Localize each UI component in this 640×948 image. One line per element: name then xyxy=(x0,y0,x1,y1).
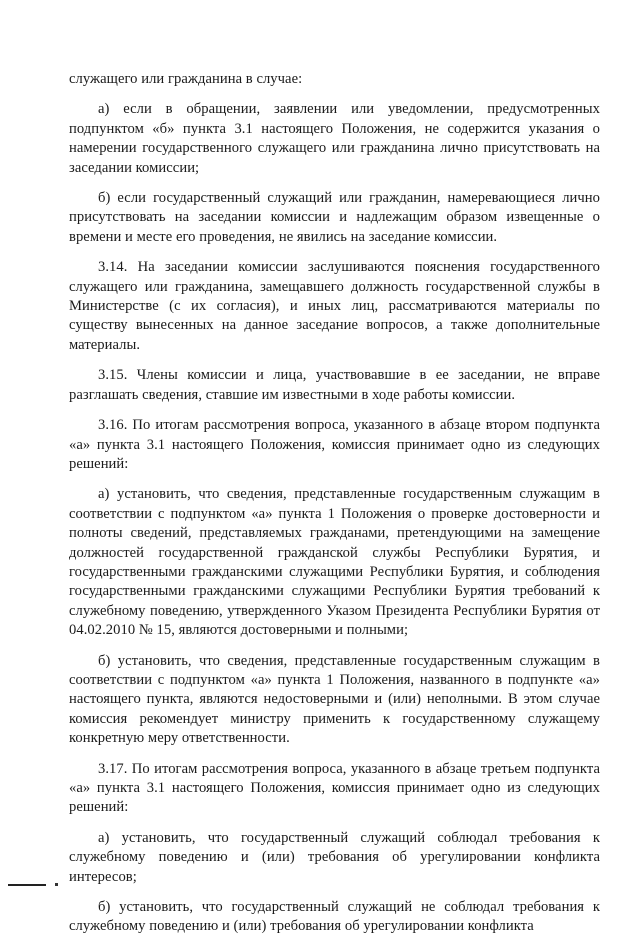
paragraph-3-13-a: а) если в обращении, заявлении или уведомлении, предусмотренных подпунктом «б» пункта 3.1 настоящего Положения, не содержится указания о намерении государственного служащего или гражданина лично присутствовать на заседании комиссии; xyxy=(69,101,600,176)
paragraph-3-16: 3.16. По итогам рассмотрения вопроса, указанного в абзаце втором подпункта «а» пункта 3.1 настоящего Положения, комиссия принимает одно из следующих решений: xyxy=(69,417,600,472)
paragraph-3-13-b: б) если государственный служащий или гражданин, намеревающиеся лично присутствовать на заседании комиссии и надлежащим образом извещенные о времени и месте его проведения, не явились на заседание комиссии. xyxy=(69,190,600,245)
paragraph-3-15: 3.15. Члены комиссии и лица, участвовавшие в ее заседании, не вправе разглашать сведения, ставшие им известными в ходе работы комиссии. xyxy=(69,367,600,403)
paragraph-3-16-b: б) установить, что сведения, представленные государственным служащим в соответствии с подпунктом «а» пункта 1 Положения, названного в подпункте «а» настоящего пункта, являются недостоверными и (или) неполными. В этом случае комиссия рекомендует министру применить к государственному служащему конкретную меру ответственности. xyxy=(69,652,600,747)
paragraph-3-14: 3.14. На заседании комиссии заслушиваются пояснения государственного служащего или гражданина, замещавшего должность государственной службы в Министерстве (с их согласия), и иных лиц, рассматриваются материалы по существу вынесенных на данное заседание вопросов, а также дополнительные материалы. xyxy=(69,259,600,353)
footer-scan-dot xyxy=(55,883,58,886)
footer-scan-mark xyxy=(8,884,46,886)
paragraph-3-17-b: б) установить, что государственный служащий не соблюдал требования к служебному поведению и (или) требования об урегулировании конфликта xyxy=(69,899,600,935)
paragraph-3-16-a: а) установить, что сведения, представленные государственным служащим в соответствии с подпунктом «а» пункта 1 Положения о проверке достоверности и полноты сведений, представляемых гражданами, претендующими на замещение должностей государственной гражданской службы Республики Бурятия, и государственными гражданскими служащими Республики Бурятия, и соблюдения государственными гражданскими служащими Республики Бурятия требований к служебному поведению, утвержденного Указом Президента Республики Бурятия от 04.02.2010 № 15, являются достоверными и полными; xyxy=(69,486,600,639)
paragraph-continuation: служащего или гражданина в случае: xyxy=(69,71,303,87)
document-body xyxy=(69,70,600,948)
paragraph-3-17-a: а) установить, что государственный служащий соблюдал требования к служебному поведению и (или) требования об урегулировании конфликта интересов; xyxy=(69,829,600,885)
paragraph-3-17: 3.17. По итогам рассмотрения вопроса, указанного в абзаце третьем подпункта «а» пункта 3.1 настоящего Положения, комиссия принимает одно из следующих решений: xyxy=(69,760,600,816)
